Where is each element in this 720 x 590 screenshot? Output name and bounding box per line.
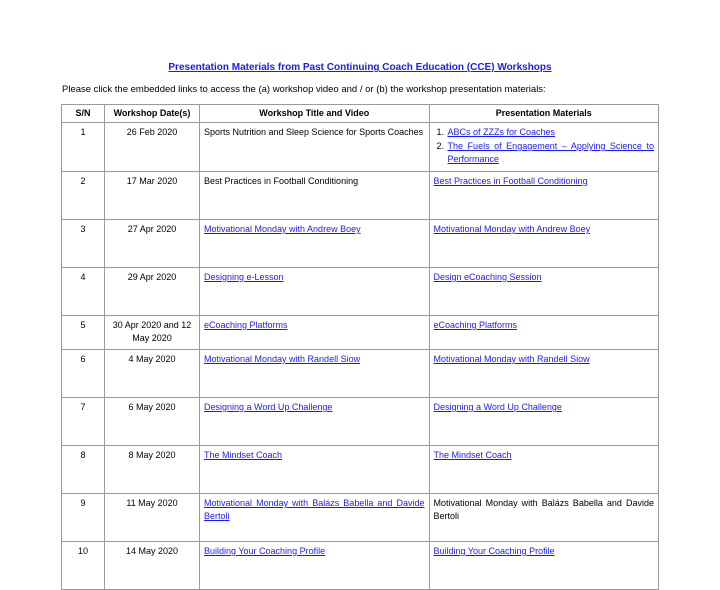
- table-row: [62, 123, 659, 172]
- table-header-row: [62, 105, 659, 123]
- cell-sn: 7: [62, 398, 105, 446]
- list-item: [447, 140, 655, 166]
- materials-link[interactable]: Building Your Coaching Profile: [433, 546, 555, 556]
- cell-materials: [429, 350, 659, 398]
- list-item: [447, 126, 655, 139]
- table-row: [62, 268, 659, 316]
- header-date: Workshop Date(s): [105, 105, 200, 123]
- cell-materials: Motivational Monday with Balázs Babella and Davide Bertoli: [429, 494, 659, 542]
- cell-date: 4 May 2020: [105, 350, 200, 398]
- cell-title: [200, 542, 430, 590]
- table-row: [62, 494, 659, 542]
- cell-title: Best Practices in Football Conditioning: [200, 172, 430, 220]
- cell-title: [200, 350, 430, 398]
- cell-materials: [429, 542, 659, 590]
- materials-link[interactable]: ABCs of ZZZs for Coaches: [447, 127, 556, 137]
- video-link[interactable]: Motivational Monday with Balázs Babella and Davide Bertoli: [204, 498, 425, 521]
- cell-title: [200, 220, 430, 268]
- video-link[interactable]: Building Your Coaching Profile: [204, 546, 326, 556]
- cell-sn: 4: [62, 268, 105, 316]
- cell-date: 27 Apr 2020: [105, 220, 200, 268]
- video-link[interactable]: Motivational Monday with Andrew Boey: [204, 224, 361, 234]
- cell-title: [200, 446, 430, 494]
- cell-sn: 1: [62, 123, 105, 172]
- cell-sn: 9: [62, 494, 105, 542]
- cell-sn: 6: [62, 350, 105, 398]
- materials-link[interactable]: Best Practices in Football Conditioning: [433, 176, 588, 186]
- cell-date: 29 Apr 2020: [105, 268, 200, 316]
- cell-date: 14 May 2020: [105, 542, 200, 590]
- cell-sn: 10: [62, 542, 105, 590]
- materials-link[interactable]: The Fuels of Engagement – Applying Science to Performance: [447, 141, 654, 164]
- cell-date: 30 Apr 2020 and 12 May 2020: [105, 316, 200, 350]
- materials-link[interactable]: Design eCoaching Session: [433, 272, 542, 282]
- intro-text: Please click the embedded links to access the (a) workshop video and / or (b) the workshop presentation materials:: [62, 84, 546, 95]
- video-link[interactable]: The Mindset Coach: [204, 450, 283, 460]
- cell-title: [200, 268, 430, 316]
- materials-link[interactable]: Designing a Word Up Challenge: [433, 402, 562, 412]
- header-sn: S/N: [62, 105, 105, 123]
- header-title: Workshop Title and Video: [200, 105, 430, 123]
- cell-materials: [429, 316, 659, 350]
- header-materials: Presentation Materials: [429, 105, 659, 123]
- table-row: [62, 316, 659, 350]
- materials-list: [434, 126, 655, 166]
- cell-sn: 2: [62, 172, 105, 220]
- cell-date: 6 May 2020: [105, 398, 200, 446]
- materials-link[interactable]: Motivational Monday with Randell Siow: [433, 354, 590, 364]
- cell-date: 8 May 2020: [105, 446, 200, 494]
- cell-materials: [429, 446, 659, 494]
- video-link[interactable]: Motivational Monday with Randell Siow: [204, 354, 361, 364]
- table-row: [62, 220, 659, 268]
- materials-link[interactable]: eCoaching Platforms: [433, 320, 518, 330]
- cell-title: [200, 316, 430, 350]
- cell-title: [200, 398, 430, 446]
- cell-sn: 5: [62, 316, 105, 350]
- workshops-table: [61, 104, 659, 590]
- table-row: [62, 446, 659, 494]
- cell-materials: [429, 220, 659, 268]
- cell-title: [200, 494, 430, 542]
- cell-date: 26 Feb 2020: [105, 123, 200, 172]
- table-row: [62, 542, 659, 590]
- cell-materials: [429, 172, 659, 220]
- materials-link[interactable]: Motivational Monday with Andrew Boey: [433, 224, 591, 234]
- table-row: [62, 398, 659, 446]
- cell-materials: [429, 398, 659, 446]
- cell-sn: 3: [62, 220, 105, 268]
- cell-date: 17 Mar 2020: [105, 172, 200, 220]
- video-link[interactable]: Designing e-Lesson: [204, 272, 284, 282]
- materials-link[interactable]: The Mindset Coach: [433, 450, 512, 460]
- table-row: [62, 350, 659, 398]
- cell-date: 11 May 2020: [105, 494, 200, 542]
- document-title[interactable]: Presentation Materials from Past Continuing Coach Education (CCE) Workshops: [168, 62, 552, 73]
- cell-title: Sports Nutrition and Sleep Science for Sports Coaches: [200, 123, 430, 172]
- video-link[interactable]: eCoaching Platforms: [204, 320, 288, 330]
- cell-materials: [429, 123, 659, 172]
- video-link[interactable]: Designing a Word Up Challenge: [204, 402, 333, 412]
- cell-materials: [429, 268, 659, 316]
- table-row: [62, 172, 659, 220]
- cell-sn: 8: [62, 446, 105, 494]
